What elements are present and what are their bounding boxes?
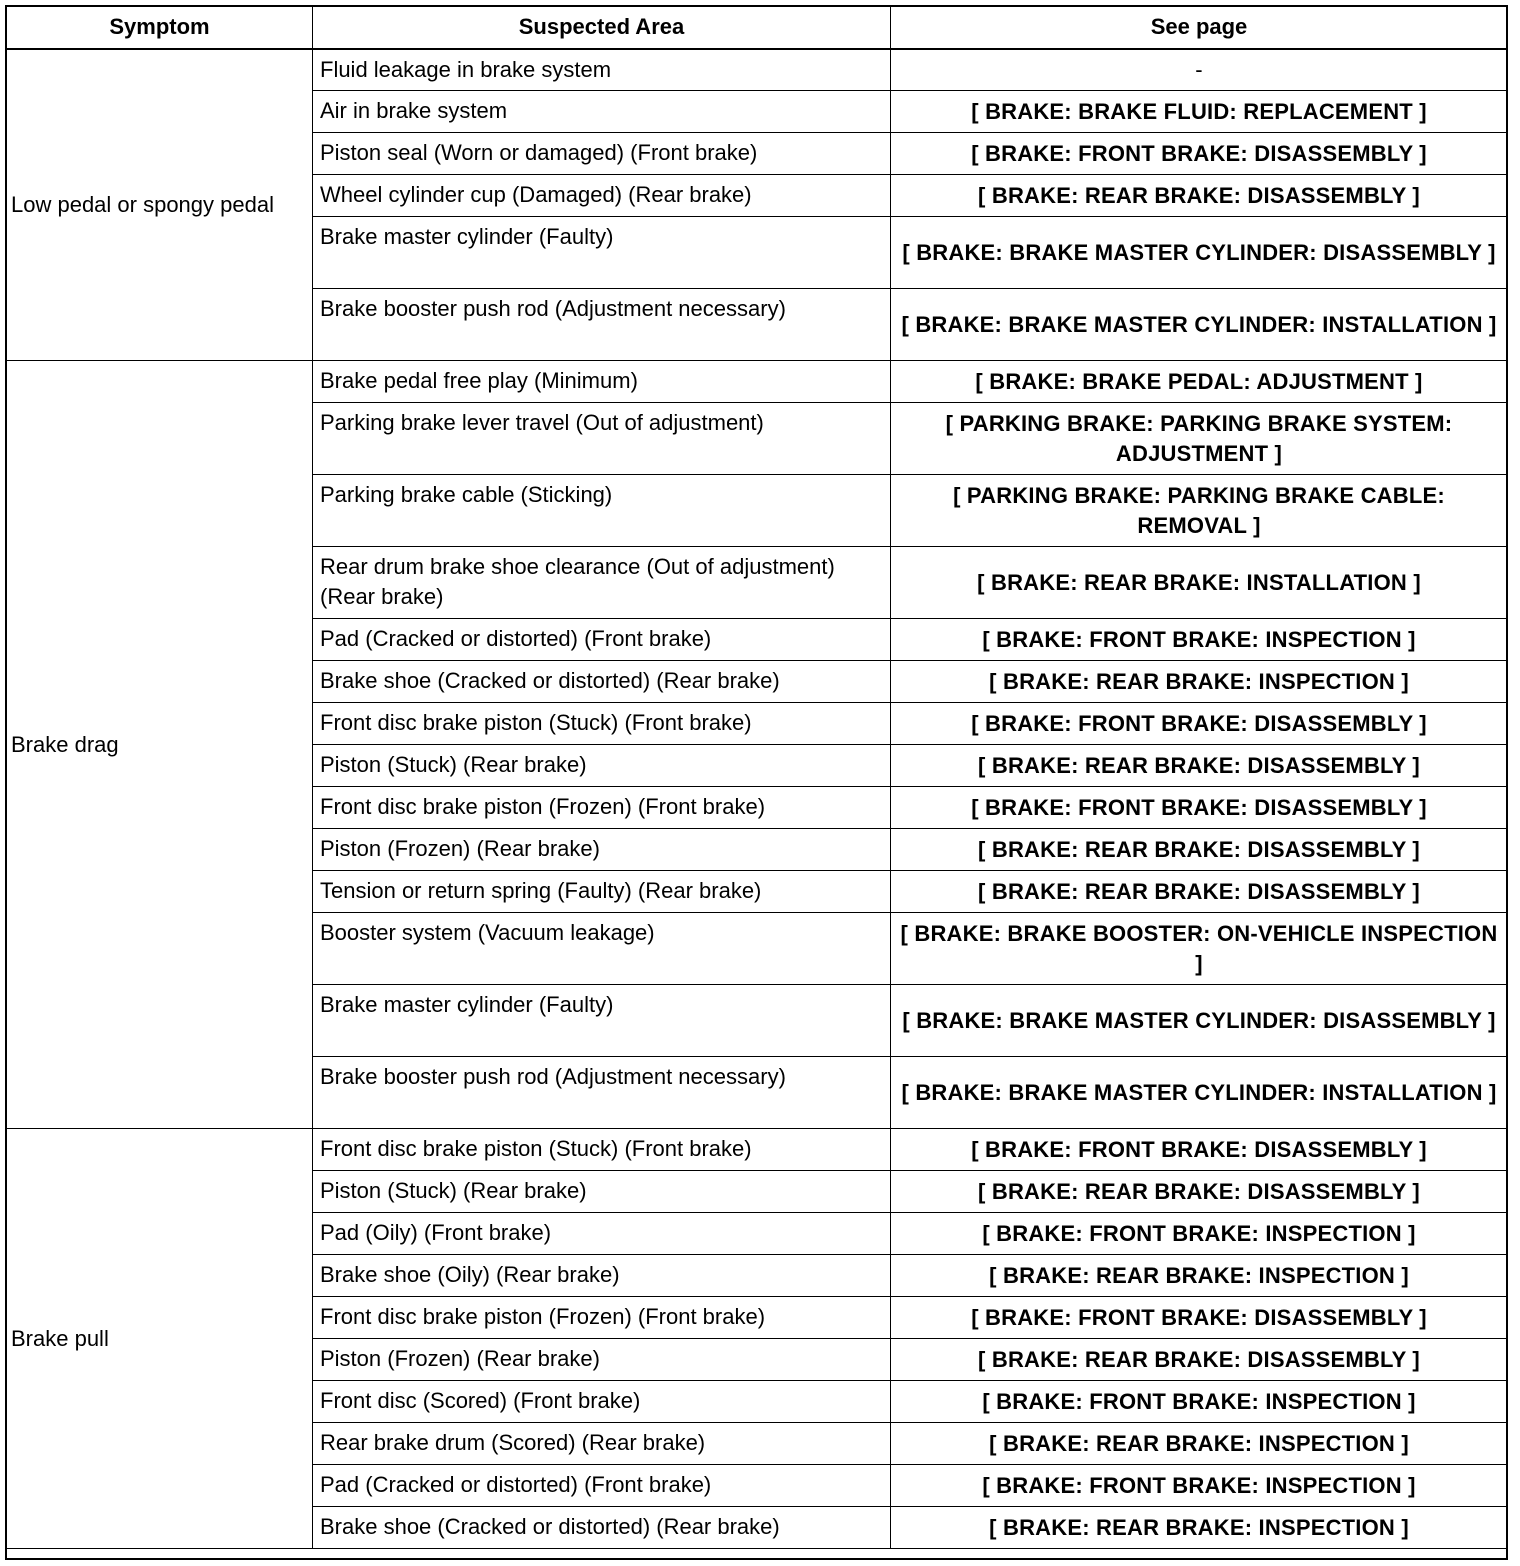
see-page-cell: [ BRAKE: BRAKE MASTER CYLINDER: DISASSEMBLY ] (891, 985, 1508, 1057)
suspected-area-cell: Fluid leakage in brake system (313, 49, 891, 91)
suspected-area-cell: Brake master cylinder (Faulty) (313, 217, 891, 289)
symptom-cell: Low pedal or spongy pedal (7, 49, 313, 361)
see-page-cell: [ BRAKE: BRAKE BOOSTER: ON-VEHICLE INSPECTION ] (891, 913, 1508, 985)
suspected-area-cell: Parking brake lever travel (Out of adjustment) (313, 403, 891, 475)
see-page-cell: [ BRAKE: FRONT BRAKE: DISASSEMBLY ] (891, 1129, 1508, 1171)
table-body (7, 49, 1508, 1549)
header-row (7, 7, 1508, 49)
header-symptom: Symptom (7, 7, 313, 49)
suspected-area-cell: Front disc brake piston (Frozen) (Front brake) (313, 1297, 891, 1339)
see-page-cell: - (891, 49, 1508, 91)
suspected-area-cell: Brake shoe (Cracked or distorted) (Rear brake) (313, 1507, 891, 1549)
suspected-area-cell: Piston seal (Worn or damaged) (Front brake) (313, 133, 891, 175)
see-page-cell: [ PARKING BRAKE: PARKING BRAKE SYSTEM: ADJUSTMENT ] (891, 403, 1508, 475)
symptom-cell: Brake pull (7, 1129, 313, 1549)
see-page-cell: [ BRAKE: BRAKE MASTER CYLINDER: INSTALLATION ] (891, 289, 1508, 361)
suspected-area-cell: Tension or return spring (Faulty) (Rear brake) (313, 871, 891, 913)
see-page-cell: [ BRAKE: FRONT BRAKE: INSPECTION ] (891, 1381, 1508, 1423)
see-page-cell: [ BRAKE: REAR BRAKE: INSPECTION ] (891, 1423, 1508, 1465)
suspected-area-cell: Front disc brake piston (Stuck) (Front brake) (313, 1129, 891, 1171)
suspected-area-cell: Piston (Frozen) (Rear brake) (313, 1339, 891, 1381)
suspected-area-cell: Front disc brake piston (Frozen) (Front brake) (313, 787, 891, 829)
see-page-cell: [ BRAKE: FRONT BRAKE: DISASSEMBLY ] (891, 133, 1508, 175)
suspected-area-cell: Piston (Stuck) (Rear brake) (313, 1171, 891, 1213)
see-page-cell: [ BRAKE: REAR BRAKE: DISASSEMBLY ] (891, 829, 1508, 871)
see-page-cell: [ BRAKE: REAR BRAKE: DISASSEMBLY ] (891, 175, 1508, 217)
see-page-cell: [ PARKING BRAKE: PARKING BRAKE CABLE: REMOVAL ] (891, 475, 1508, 547)
suspected-area-cell: Brake booster push rod (Adjustment necessary) (313, 289, 891, 361)
suspected-area-cell: Booster system (Vacuum leakage) (313, 913, 891, 985)
see-page-cell: [ BRAKE: REAR BRAKE: DISASSEMBLY ] (891, 871, 1508, 913)
see-page-cell: [ BRAKE: FRONT BRAKE: DISASSEMBLY ] (891, 703, 1508, 745)
see-page-cell: [ BRAKE: REAR BRAKE: DISASSEMBLY ] (891, 745, 1508, 787)
suspected-area-cell: Rear drum brake shoe clearance (Out of adjustment) (Rear brake) (313, 547, 891, 619)
suspected-area-cell: Wheel cylinder cup (Damaged) (Rear brake) (313, 175, 891, 217)
see-page-cell: [ BRAKE: REAR BRAKE: INSTALLATION ] (891, 547, 1508, 619)
see-page-cell: [ BRAKE: BRAKE MASTER CYLINDER: INSTALLATION ] (891, 1057, 1508, 1129)
see-page-cell: [ BRAKE: REAR BRAKE: DISASSEMBLY ] (891, 1171, 1508, 1213)
header-see-page: See page (891, 7, 1508, 49)
suspected-area-cell: Front disc (Scored) (Front brake) (313, 1381, 891, 1423)
see-page-cell: [ BRAKE: BRAKE FLUID: REPLACEMENT ] (891, 91, 1508, 133)
suspected-area-cell: Front disc brake piston (Stuck) (Front brake) (313, 703, 891, 745)
suspected-area-cell: Air in brake system (313, 91, 891, 133)
symptom-cell: Brake drag (7, 361, 313, 1129)
see-page-cell: [ BRAKE: REAR BRAKE: DISASSEMBLY ] (891, 1339, 1508, 1381)
suspected-area-cell: Rear brake drum (Scored) (Rear brake) (313, 1423, 891, 1465)
see-page-cell: [ BRAKE: REAR BRAKE: INSPECTION ] (891, 1507, 1508, 1549)
table-row (7, 1129, 1508, 1171)
see-page-cell: [ BRAKE: REAR BRAKE: INSPECTION ] (891, 661, 1508, 703)
see-page-cell: [ BRAKE: FRONT BRAKE: INSPECTION ] (891, 1465, 1508, 1507)
suspected-area-cell: Pad (Cracked or distorted) (Front brake) (313, 619, 891, 661)
see-page-cell: [ BRAKE: BRAKE PEDAL: ADJUSTMENT ] (891, 361, 1508, 403)
table-row (7, 49, 1508, 91)
see-page-cell: [ BRAKE: FRONT BRAKE: INSPECTION ] (891, 619, 1508, 661)
suspected-area-cell: Parking brake cable (Sticking) (313, 475, 891, 547)
suspected-area-cell: Brake shoe (Cracked or distorted) (Rear brake) (313, 661, 891, 703)
table-row (7, 361, 1508, 403)
see-page-cell: [ BRAKE: FRONT BRAKE: INSPECTION ] (891, 1213, 1508, 1255)
suspected-area-cell: Pad (Oily) (Front brake) (313, 1213, 891, 1255)
header-suspected-area: Suspected Area (313, 7, 891, 49)
suspected-area-cell: Brake shoe (Oily) (Rear brake) (313, 1255, 891, 1297)
suspected-area-cell: Brake pedal free play (Minimum) (313, 361, 891, 403)
troubleshooting-table (6, 6, 1508, 1549)
suspected-area-cell: Pad (Cracked or distorted) (Front brake) (313, 1465, 891, 1507)
suspected-area-cell: Brake master cylinder (Faulty) (313, 985, 891, 1057)
suspected-area-cell: Piston (Frozen) (Rear brake) (313, 829, 891, 871)
suspected-area-cell: Brake booster push rod (Adjustment necessary) (313, 1057, 891, 1129)
see-page-cell: [ BRAKE: REAR BRAKE: INSPECTION ] (891, 1255, 1508, 1297)
see-page-cell: [ BRAKE: BRAKE MASTER CYLINDER: DISASSEMBLY ] (891, 217, 1508, 289)
suspected-area-cell: Piston (Stuck) (Rear brake) (313, 745, 891, 787)
see-page-cell: [ BRAKE: FRONT BRAKE: DISASSEMBLY ] (891, 787, 1508, 829)
see-page-cell: [ BRAKE: FRONT BRAKE: DISASSEMBLY ] (891, 1297, 1508, 1339)
